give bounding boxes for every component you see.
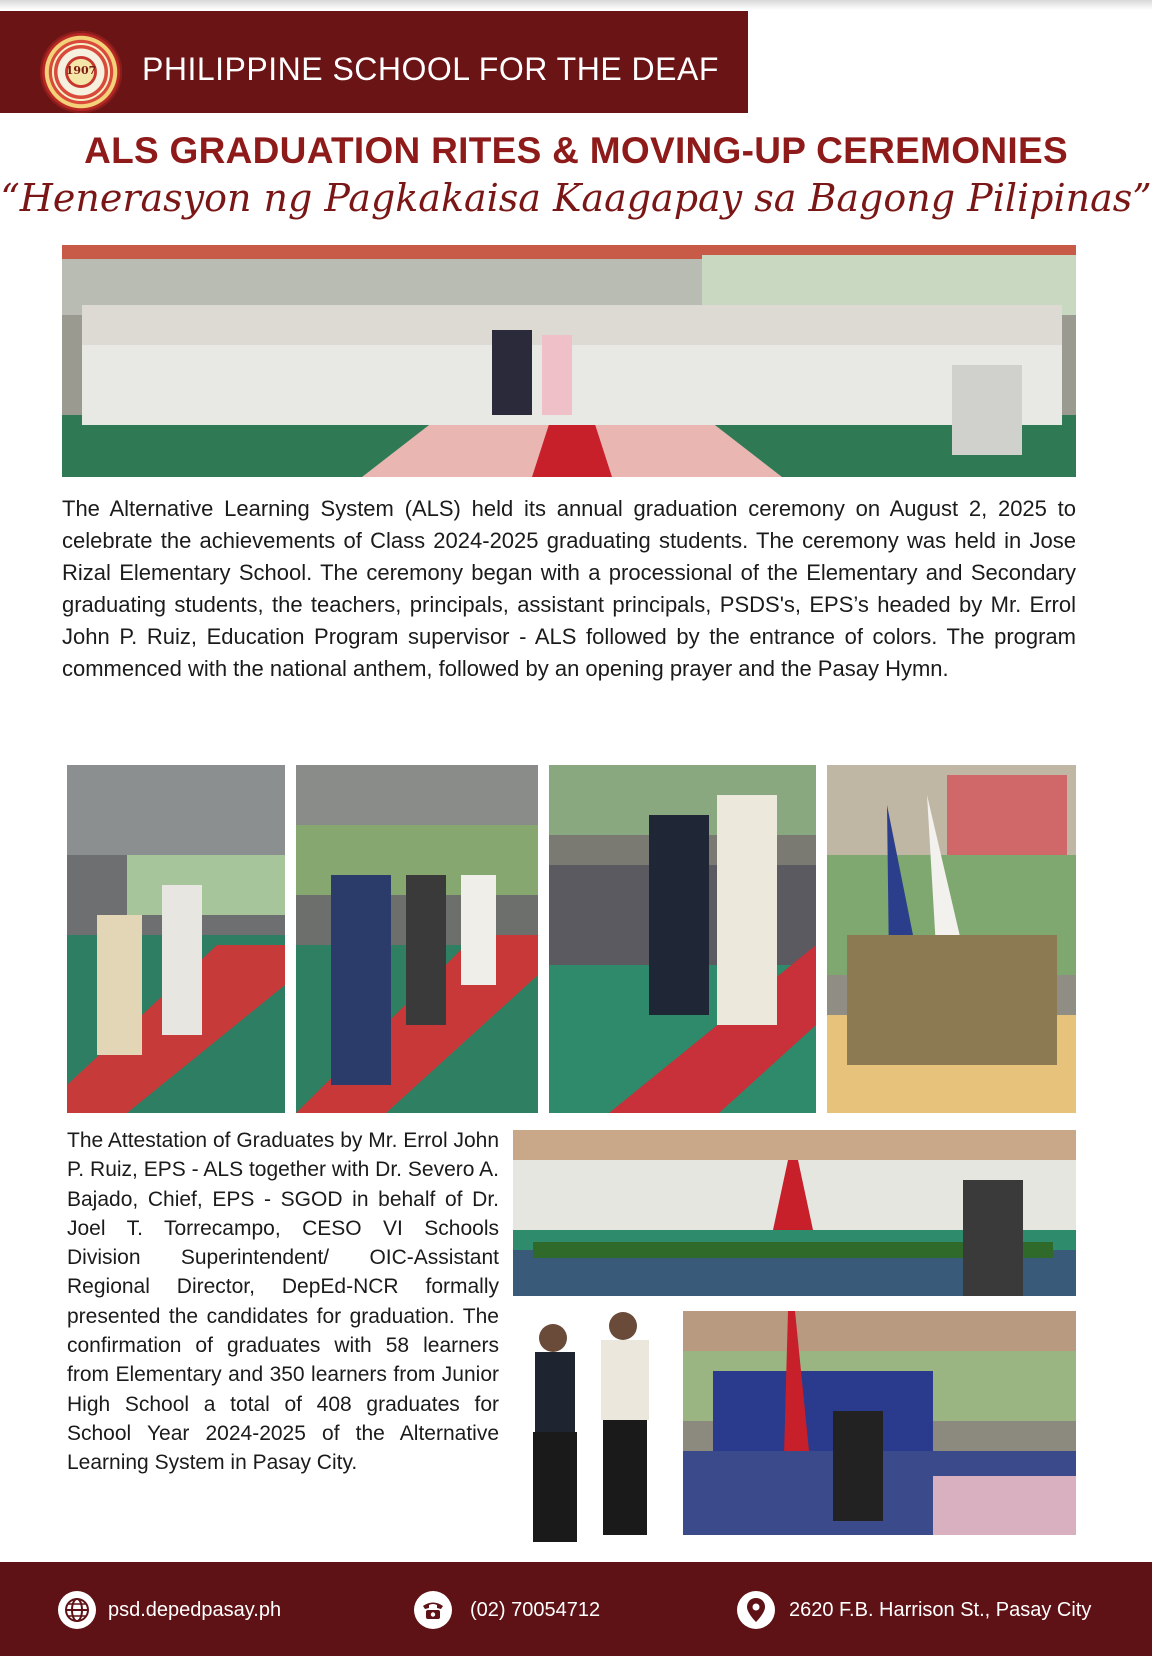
school-name: PHILIPPINE SCHOOL FOR THE DEAF [142,51,719,87]
telephone-icon [414,1591,452,1629]
footer-address[interactable] [737,1590,1091,1630]
footer-bar [0,1562,1152,1656]
colors-entrance-photo [827,765,1076,1113]
website-text: psd.depedpasay.ph [108,1598,282,1621]
processional-photo-3 [549,765,816,1113]
school-seal-logo [40,31,122,113]
globe-icon [58,1591,96,1629]
graduates-hall-photo [513,1130,1076,1296]
footer-phone[interactable] [414,1590,600,1630]
page-subtitle: “Henerasyon ng Pagkakaisa Kaagapay sa Bagong Pilipinas” [0,176,1152,220]
top-edge [0,0,1152,10]
logo-year: 1907 [65,64,97,77]
page-title: ALS GRADUATION RITES & MOVING-UP CEREMONIES [84,130,1068,171]
attestation-paragraph: The Attestation of Graduates by Mr. Errol John P. Ruiz, EPS - ALS together with Dr. Severo A. Bajado, Chief, EPS - SGOD in behalf of Dr. Joel T. Torrecampo, CESO VI Schools Division Superintendent/ OIC-Assistant Regional Director, DepEd-NCR formally presented the candidates for graduation. The confirmation of graduates with 58 learners from Elementary and 350 learners from Junior High School a total of 408 graduates for School Year 2024-2025 of the Alternative Learning System in Pasay City. [67,1129,499,1475]
stage-presentation-photo [683,1311,1076,1535]
officials-cutout-photo [513,1308,676,1553]
processional-photo-1 [67,765,285,1113]
header-banner [0,11,748,113]
processional-photo-2 [296,765,538,1113]
footer-website[interactable] [58,1590,281,1630]
location-pin-icon [737,1591,775,1629]
phone-text: (02) 70054712 [470,1598,601,1621]
address-text: 2620 F.B. Harrison St., Pasay City [789,1598,1092,1621]
intro-paragraph: The Alternative Learning System (ALS) held its annual graduation ceremony on August 2, 2025 to celebrate the achievements of Class 2024-2025 graduating students. The ceremony was held in Jose Rizal Elementary School. The ceremony began with a processional of the Elementary and Secondary graduating students, the teachers, principals, assistant principals, PSDS's, EPS’s headed by Mr. Errol John P. Ruiz, Education Program supervisor - ALS followed by the entrance of colors. The program commenced with the national anthem, followed by an opening prayer and the Pasay Hymn. [62,496,1076,681]
group-photo [62,245,1076,477]
